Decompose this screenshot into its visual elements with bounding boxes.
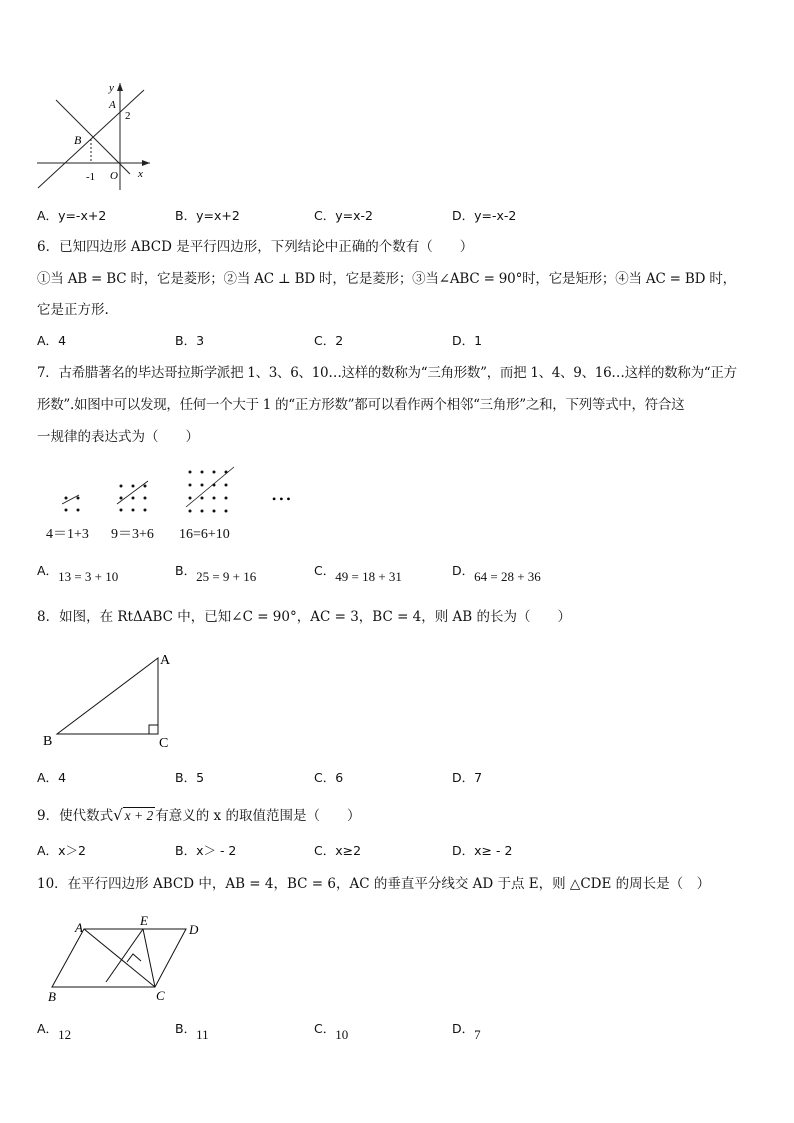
- vertex-b-label: B: [43, 734, 53, 749]
- q10-parallelogram-figure: [40, 912, 210, 1004]
- q6-option-a[interactable]: A．4: [37, 333, 67, 348]
- q8-option-d[interactable]: D．7: [452, 770, 483, 785]
- vertex-a-label: A: [75, 920, 83, 935]
- vertex-c-label: C: [156, 988, 165, 1003]
- q5-option-c[interactable]: C．y=x-2: [314, 208, 373, 223]
- q9-option-d[interactable]: D．x≥ - 2: [452, 843, 513, 858]
- q7-option-b[interactable]: B．25 = 9 + 16: [175, 563, 257, 584]
- q9-option-b[interactable]: B．x＞ - 2: [175, 843, 237, 858]
- dots-3x3: [120, 485, 147, 512]
- q10-option-d[interactable]: D．7: [452, 1021, 481, 1042]
- q9-radicand: x + 2: [124, 808, 154, 823]
- vertex-b-label: B: [48, 989, 56, 1004]
- q6-option-b[interactable]: B．3: [175, 333, 205, 348]
- y-axis-label: y: [109, 82, 114, 94]
- origin-label: O: [110, 170, 118, 182]
- q8-option-b[interactable]: B．5: [175, 770, 205, 785]
- q7-stem-line3: 一规律的表达式为（ ）: [37, 429, 199, 445]
- q6-option-c[interactable]: C．2: [314, 333, 344, 348]
- q8-right-triangle-figure: [40, 648, 180, 750]
- q7-stem-line1: 7．古希腊著名的毕达哥拉斯学派把 1、3、6、10…这样的数称为“三角形数”，而把 1、4、9、16…这样的数称为“正方: [37, 365, 737, 381]
- point-b-label: B: [74, 133, 82, 147]
- q6-statements: ①当 AB = BC 时，它是菱形；②当 AC ⊥ BD 时，它是菱形；③当∠ABC = 90°时，它是矩形；④当 AC = BD 时，: [37, 271, 736, 287]
- q10-option-a[interactable]: A．12: [37, 1021, 72, 1042]
- q9-stem: [37, 805, 360, 826]
- q9-stem-prefix: 9．使代数式: [37, 808, 114, 824]
- label-neg1: -1: [86, 171, 96, 183]
- vertex-d-label: D: [189, 922, 199, 937]
- q5-option-a[interactable]: A．y=-x+2: [37, 208, 107, 223]
- q7-caption-16: 16=6+10: [179, 527, 230, 542]
- q9-option-a[interactable]: A．x＞2: [37, 843, 86, 858]
- ellipsis-dots: • • •: [272, 492, 291, 506]
- q7-stem-line2: 形数”.如图中可以发现，任何一个大于 1 的“正方形数”都可以看作两个相邻“三角形”之和，下列等式中，符合这: [37, 397, 685, 413]
- sqrt-sign: √: [113, 806, 123, 824]
- vertex-a-label: A: [160, 653, 171, 668]
- q7-caption-4: 4＝1+3: [46, 527, 89, 542]
- q7-option-a[interactable]: A．13 = 3 + 10: [37, 563, 119, 584]
- q8-stem: 8．如图，在 RtΔABC 中，已知∠C = 90°，AC = 3，BC = 4，则 AB 的长为（ ）: [37, 609, 572, 625]
- point-a-label: A: [109, 99, 116, 111]
- q10-option-c[interactable]: C．10: [314, 1021, 349, 1042]
- q9-stem-suffix: 有意义的 x 的取值范围是（ ）: [155, 808, 361, 824]
- q5-option-d[interactable]: D．y=-x-2: [452, 208, 517, 223]
- q5-graph-figure: [34, 80, 156, 192]
- label-2: 2: [125, 110, 131, 122]
- q7-option-c[interactable]: C．49 = 18 + 31: [314, 563, 402, 584]
- q10-stem: 10．在平行四边形 ABCD 中，AB = 4，BC = 6，AC 的垂直平分线交 AD 于点 E，则 △CDE 的周长是（ ）: [37, 876, 711, 892]
- q7-option-d[interactable]: D．64 = 28 + 36: [452, 563, 541, 584]
- vertex-c-label: C: [159, 736, 169, 750]
- q8-option-c[interactable]: C．6: [314, 770, 344, 785]
- q6-stem: 6．已知四边形 ABCD 是平行四边形，下列结论中正确的个数有（ ）: [37, 239, 474, 255]
- q5-option-b[interactable]: B．y=x+2: [175, 208, 240, 223]
- q6-option-d[interactable]: D．1: [452, 333, 483, 348]
- q6-statements-cont: 它是正方形.: [37, 302, 109, 318]
- q9-option-c[interactable]: C．x≥2: [314, 843, 362, 858]
- q8-option-a[interactable]: A．4: [37, 770, 67, 785]
- q7-dot-pattern-figure: [40, 462, 320, 522]
- x-axis-label: x: [138, 168, 143, 180]
- q7-caption-9: 9＝3+6: [111, 527, 154, 542]
- point-e-label: E: [140, 913, 148, 928]
- q10-option-b[interactable]: B．11: [175, 1021, 209, 1042]
